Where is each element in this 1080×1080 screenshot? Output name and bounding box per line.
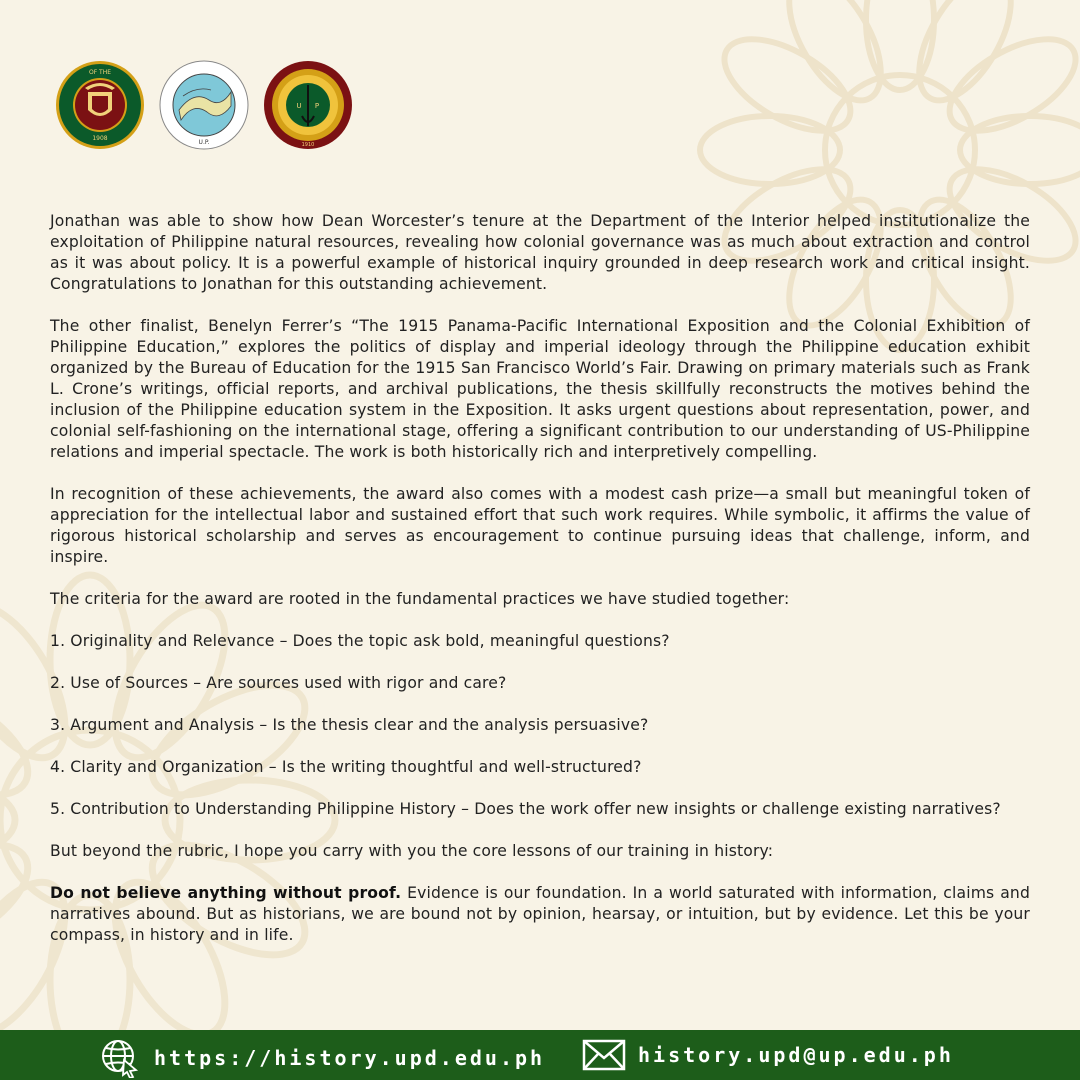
criterion-1: 1. Originality and Relevance – Does the topic ask bold, meaningful questions? (50, 632, 670, 650)
svg-text:1910: 1910 (301, 142, 315, 148)
history-dept-seal-logo (263, 60, 353, 150)
svg-text:P: P (314, 102, 320, 110)
email-address[interactable]: history.upd@up.edu.ph (638, 1043, 954, 1067)
footer-bar (0, 1030, 1080, 1080)
cssp-seal-logo (159, 60, 249, 150)
criterion-4: 4. Clarity and Organization – Is the writing thoughtful and well-structured? (50, 758, 642, 776)
proof-heading: Do not believe anything without proof. (50, 884, 402, 902)
paragraph-proof (50, 883, 1030, 946)
logo-row (55, 60, 353, 150)
svg-text:U: U (296, 102, 302, 110)
up-seal-logo (55, 60, 145, 150)
svg-text:U.P.: U.P. (198, 139, 210, 146)
paragraph-benelyn: The other finalist, Benelyn Ferrer’s “The 1915 Panama-Pacific International Exposition and the Colonial Exhibition of Philippine Education,” explores the politics of display and imperial ideology through the Philippine education exhibit organized by the Bureau of Education for the 1915 San Francisco World’s Fair. Drawing on primary materials such as Frank L. Crone’s writings, official reports, and archival publications, the thesis skillfully reconstructs the motives behind the inclusion of the Philippine education system in the Exposition. It asks urgent questions about representation, power, and colonial self-fashioning on the international stage, offering a significant contribution to our understanding of US-Philippine relations and imperial spectacle. The work is both historically rich and interpretively compelling. (50, 317, 1030, 461)
paragraph-criteria-intro: The criteria for the award are rooted in the fundamental practices we have studied together: (50, 590, 790, 608)
criterion-5: 5. Contribution to Understanding Philippine History – Does the work offer new insights or challenge existing narratives? (50, 800, 1001, 818)
criterion-2: 2. Use of Sources – Are sources used with rigor and care? (50, 674, 507, 692)
proof-text: Evidence is our foundation. In a world saturated with information, claims and narratives abound. But as historians, we are bound not by opinion, hearsay, or intuition, but by evidence. Let this be your compass, in history and in life. (50, 884, 1030, 944)
envelope-icon (582, 1038, 626, 1072)
globe-cursor-icon (100, 1038, 140, 1078)
website-link[interactable] (100, 1038, 545, 1078)
email-link[interactable] (582, 1038, 954, 1072)
website-url[interactable]: https://history.upd.edu.ph (154, 1046, 546, 1070)
criterion-3: 3. Argument and Analysis – Is the thesis clear and the analysis persuasive? (50, 716, 649, 734)
svg-text:1908: 1908 (92, 135, 108, 142)
paragraph-jonathan: Jonathan was able to show how Dean Worcester’s tenure at the Department of the Interior helped institutionalize the exploitation of Philippine natural resources, revealing how colonial governance was as much about extraction and control as it was about policy. It is a powerful example of historical inquiry grounded in deep research work and critical insight. Congratulations to Jonathan for this outstanding achievement. (50, 212, 1030, 293)
svg-text:OF THE: OF THE (88, 69, 112, 76)
paragraph-beyond-rubric: But beyond the rubric, I hope you carry with you the core lessons of our training in history: (50, 842, 774, 860)
paragraph-cash-prize: In recognition of these achievements, the award also comes with a modest cash prize—a small but meaningful token of appreciation for the intellectual labor and sustained effort that such work requires. While symbolic, it affirms the value of rigorous historical scholarship and serves as encouragement to continue pursuing ideas that challenge, inform, and inspire. (50, 485, 1030, 566)
article-body (50, 211, 1030, 967)
